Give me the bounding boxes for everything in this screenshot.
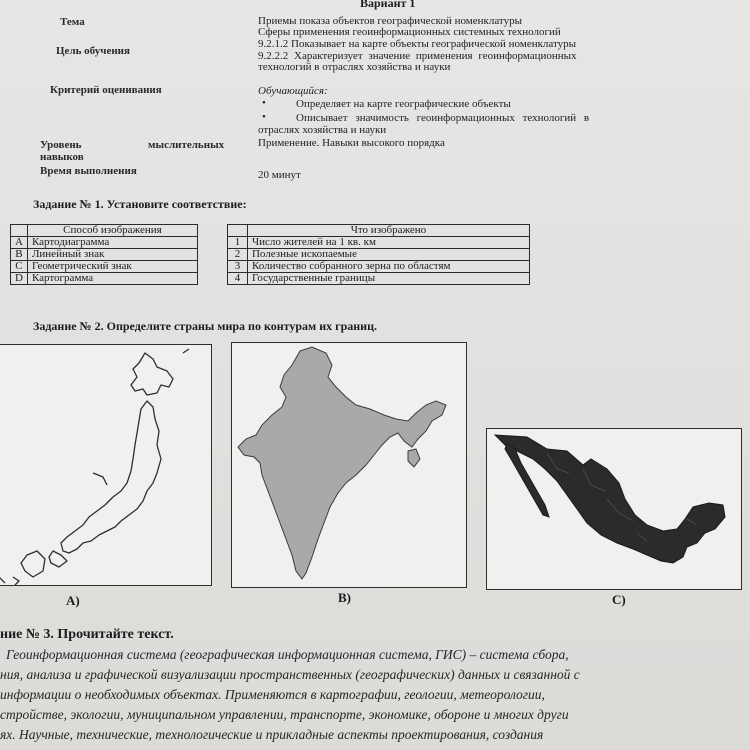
criteria-bullet-1: Определяет на карте географические объекты bbox=[296, 98, 511, 110]
table-cell bbox=[227, 225, 247, 237]
row-number: 1 bbox=[227, 237, 247, 249]
row-what: Количество собранного зерна по областям bbox=[247, 261, 529, 273]
criteria-label: Критерий оценивания bbox=[50, 84, 162, 96]
map-b-label: B) bbox=[338, 590, 351, 605]
task2-title: Задание № 2. Определите страны мира по контурам их границ. bbox=[33, 319, 378, 333]
table-gap bbox=[197, 273, 227, 285]
time-value: 20 минут bbox=[258, 169, 301, 181]
table-gap bbox=[197, 225, 227, 237]
task3-line-3: информации о необходимых объектах. Применяются в картографии, геологии, метеорологии, bbox=[0, 687, 545, 702]
variant-title: Вариант 1 bbox=[360, 0, 416, 10]
topic-line-2: Сферы применения геоинформационных системных технологий bbox=[258, 26, 561, 38]
table-row bbox=[11, 237, 530, 249]
row-method: Картодиаграмма bbox=[27, 237, 197, 249]
table-gap bbox=[197, 237, 227, 249]
task3-line-2: ния, анализа и графической визуализации пространственных (географических) данных и связанной с bbox=[0, 667, 580, 682]
mexico-outline-icon bbox=[487, 429, 743, 591]
bullet-icon: • bbox=[262, 111, 266, 123]
matching-table bbox=[10, 224, 530, 285]
map-a-japan-outline bbox=[0, 344, 212, 586]
goal-line-3: технологий в отраслях хозяйства и науки bbox=[258, 61, 451, 73]
row-number: 4 bbox=[227, 273, 247, 285]
map-b-india-outline bbox=[231, 342, 467, 588]
table-row bbox=[11, 273, 530, 285]
criteria-intro: Обучающийся: bbox=[258, 85, 328, 97]
map-a-label: A) bbox=[66, 593, 80, 608]
level-label-1: Уровень bbox=[40, 139, 82, 151]
level-label-3: навыков bbox=[40, 151, 84, 163]
row-letter: D bbox=[11, 273, 28, 285]
table-cell bbox=[11, 225, 28, 237]
table-row bbox=[11, 249, 530, 261]
india-outline-icon bbox=[232, 343, 468, 589]
criteria-tail: отраслях хозяйства и науки bbox=[258, 124, 387, 136]
table-row bbox=[11, 261, 530, 273]
table-gap bbox=[197, 249, 227, 261]
row-method: Геометрический знак bbox=[27, 261, 197, 273]
row-letter: B bbox=[11, 249, 28, 261]
task3-line-1: Геоинформационная система (географическая информационная система, ГИС) – система сбора, bbox=[6, 647, 569, 662]
bullet-icon: • bbox=[262, 97, 266, 109]
task3-title: ние № 3. Прочитайте текст. bbox=[0, 627, 174, 642]
goal-label: Цель обучения bbox=[56, 45, 130, 57]
topic-line-1: Приемы показа объектов географической номенклатуры bbox=[258, 15, 522, 27]
map-c-mexico-outline bbox=[486, 428, 742, 590]
task3-line-4: стройстве, экологии, муниципальном управлении, транспорте, экономике, обороне и многих други bbox=[0, 707, 569, 722]
row-number: 2 bbox=[227, 249, 247, 261]
task3-line-5: ях. Научные, технические, технологические и прикладные аспекты проектирования, создания bbox=[0, 727, 544, 742]
japan-outline-icon bbox=[0, 345, 213, 587]
row-method: Линейный знак bbox=[27, 249, 197, 261]
what-header: Что изображено bbox=[247, 225, 529, 237]
row-number: 3 bbox=[227, 261, 247, 273]
row-method: Картограмма bbox=[27, 273, 197, 285]
table-gap bbox=[197, 261, 227, 273]
row-what: Государственные границы bbox=[247, 273, 529, 285]
task1-title: Задание № 1. Установите соответствие: bbox=[33, 197, 247, 211]
row-letter: C bbox=[11, 261, 28, 273]
method-header: Способ изображения bbox=[27, 225, 197, 237]
goal-line-1: 9.2.1.2 Показывает на карте объекты географической номенклатуры bbox=[258, 38, 577, 50]
table-header-row bbox=[11, 225, 530, 237]
time-label: Время выполнения bbox=[40, 165, 137, 177]
level-label-2: мыслительных bbox=[148, 139, 225, 151]
row-letter: A bbox=[11, 237, 28, 249]
row-what: Число жителей на 1 кв. км bbox=[247, 237, 529, 249]
topic-label: Тема bbox=[60, 16, 85, 28]
goal-line-2: 9.2.2.2 Характеризует значение применения геоинформационных bbox=[258, 50, 577, 62]
criteria-bullet-2: Описывает значимость геоинформационных технологий в bbox=[296, 112, 590, 124]
row-what: Полезные ископаемые bbox=[247, 249, 529, 261]
level-value: Применение. Навыки высокого порядка bbox=[258, 137, 445, 149]
map-c-label: C) bbox=[612, 592, 626, 607]
